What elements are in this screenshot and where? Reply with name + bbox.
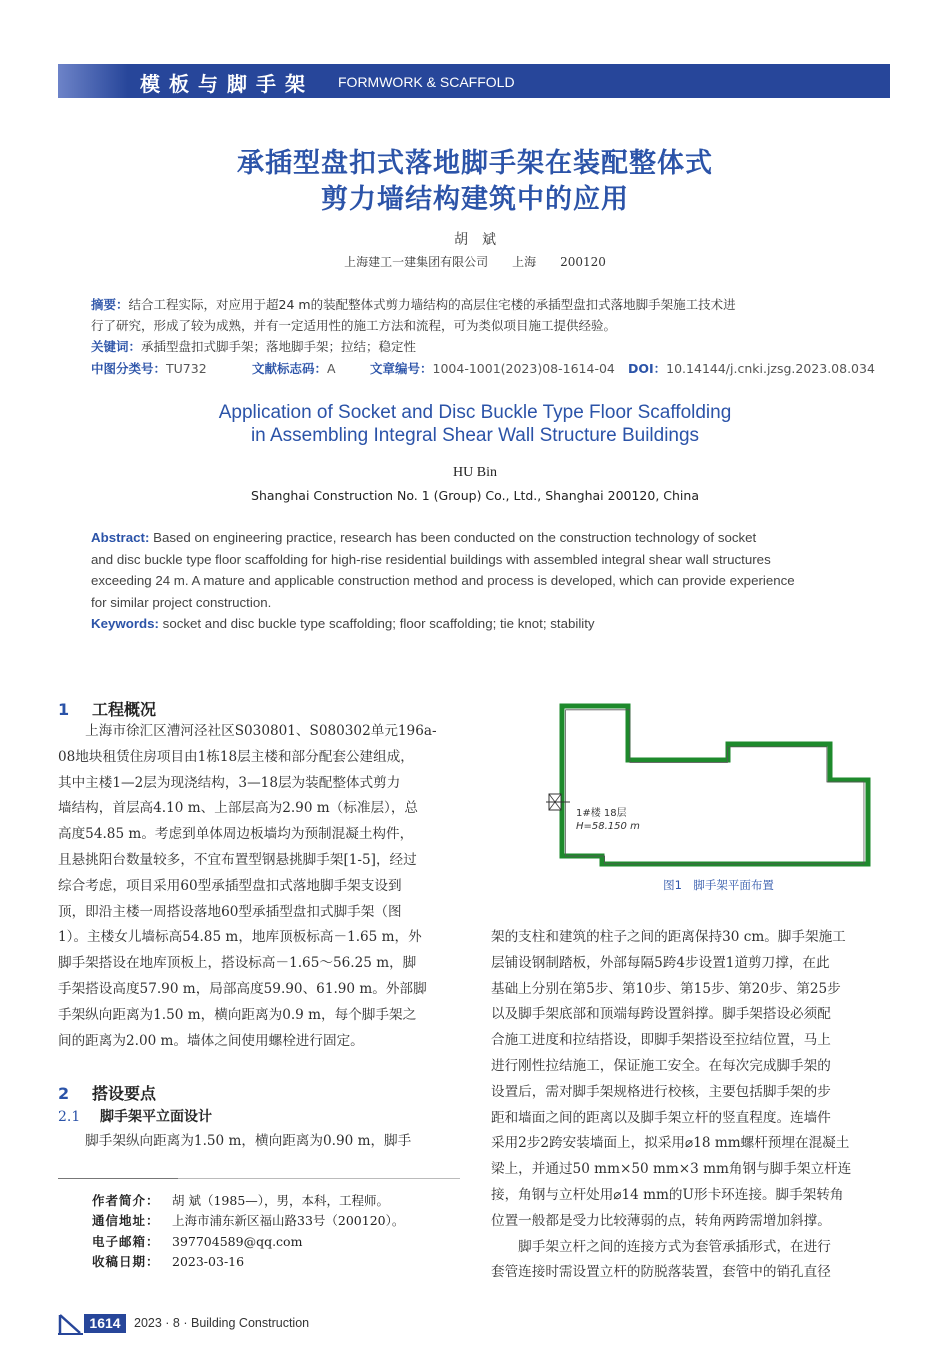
abstract-en-label: Abstract:: [91, 530, 150, 545]
body-line: 墙结构，首层高4.10 m、上部层高为2.90 m（标准层），总: [58, 800, 419, 817]
body-line: 以及脚手架底部和顶端每跨设置斜撑。脚手架搭设必须配: [491, 1006, 831, 1023]
body-line: 架的支柱和建筑的柱子之间的距离保持30 cm。脚手架施工: [491, 929, 846, 945]
body-line: 进行刚性拉结施工，保证施工安全。在每次完成脚手架的: [491, 1057, 831, 1074]
footnote-label: 作者简介：: [92, 1193, 160, 1208]
body-line: 手架搭设高度57.90 m，局部高度59.90、61.90 m。外部脚: [58, 980, 427, 997]
scaffold-outline: [562, 706, 868, 864]
section-title: 工程概况: [92, 700, 157, 719]
body-line: 设置后，需对脚手架规格进行校核，主要包括脚手架的步: [491, 1083, 831, 1100]
footnote-value: 397704589@qq.com: [172, 1233, 303, 1249]
right-column-body: [491, 925, 893, 1286]
body-line: 合施工进度和拉结搭设，即脚手架搭设至拉结位置，马上: [491, 1032, 831, 1049]
abstract-cn: [91, 294, 881, 357]
figure-1-caption: 图1 脚手架平面布置: [663, 878, 774, 892]
footnote-value: 2023-03-16: [172, 1253, 245, 1269]
abstract-en-line: exceeding 24 m. A mature and applicable construction method and process is developed, which can provide experience: [91, 573, 795, 589]
abstract-cn-label: 摘要：: [91, 297, 129, 312]
section-2-heading: [58, 1081, 156, 1104]
footnote-label: 通信地址：: [92, 1213, 160, 1229]
clc-label: 中图分类号：: [91, 361, 167, 376]
body-line: 层铺设钢制踏板，外部每隔5跨4步设置1道剪刀撑，在此: [491, 954, 830, 971]
body-line: 脚手架搭设在地库顶板上，搭设标高－1.65～56.25 m，脚: [58, 955, 417, 972]
footnote-value: 胡 斌（1985—），男，本科，工程师。: [172, 1193, 390, 1208]
abstract-cn-line: 行了研究，形成了较为成熟，并有一定适用性的施工方法和流程，可为类似项目施工提供经验。: [91, 318, 617, 333]
paper-title-en-line1: Application of Socket and Disc Buckle Type Floor Scaffolding: [218, 402, 732, 423]
keywords-en-text: socket and disc buckle type scaffolding; floor scaffolding; tie knot; stability: [158, 616, 595, 632]
abstract-en: [91, 527, 861, 635]
body-line: 采用2步2跨安装墙面上，拟采用⌀18 mm螺杆预埋在混凝土: [491, 1135, 850, 1152]
doi-label: DOI：: [628, 361, 667, 376]
footnote-rule-light: [178, 1178, 460, 1179]
header-accent: [58, 64, 128, 98]
section-1-heading: [58, 697, 156, 720]
clc-value: TU732: [166, 361, 207, 376]
affiliation-cn: 上海建工一建集团有限公司 上海 200120: [344, 255, 606, 269]
abstract-en-line: Based on engineering practice, research has been conducted on the construction technology of socket: [149, 530, 757, 545]
subsection-2-1-body: [58, 1129, 460, 1155]
page-number: 1614: [84, 1314, 126, 1333]
doc-code: [252, 359, 336, 377]
subsection-2-1-heading: [58, 1106, 212, 1126]
paper-title-cn-line1: 承插型盘扣式落地脚手架在装配整体式: [237, 148, 713, 179]
figure-label-building: 1#楼 18层: [576, 808, 627, 819]
keywords-en-label: Keywords:: [91, 616, 159, 632]
body-line: 08地块租赁住房项目由1栋18层主楼和部分配套公建组成，: [58, 748, 414, 765]
body-line: 梁上，并通过50 mm×50 mm×3 mm角钢与脚手架立杆连: [491, 1161, 852, 1178]
abstract-en-line: and disc buckle type floor scaffolding for high-rise residential buildings with assembled integral shear wall structures: [91, 551, 771, 567]
body-line: 其中主楼1—2层为现浇结构，3—18层为装配整体式剪力: [58, 774, 401, 791]
body-line: 手架纵向距离为1.50 m，横向距离为0.9 m，每个脚手架之: [58, 1006, 417, 1023]
author-en: HU Bin: [453, 465, 497, 480]
body-line: 脚手架立杆之间的连接方式为套管承插形式，在进行: [491, 1238, 831, 1255]
page-corner-rule: [58, 1333, 83, 1335]
body-line: 脚手架纵向距离为1.50 m，横向距离为0.90 m，脚手: [58, 1133, 412, 1149]
footnote-rule: [58, 1178, 178, 1179]
section-number: 2: [58, 1084, 70, 1103]
section-number: 1: [58, 700, 70, 719]
abstract-cn-line: 结合工程实际，对应用于超24 m的装配整体式剪力墙结构的高层住宅楼的承插型盘扣式落地脚手架施工技术进: [128, 297, 736, 312]
body-line: 上海市徐汇区漕河泾社区S030801、S080302单元196a-: [58, 723, 437, 739]
section-title-cn: 模板与脚手架: [140, 72, 314, 96]
doc-label: 文献标志码：: [252, 361, 328, 376]
footnote-label: 收稿日期：: [92, 1253, 160, 1269]
art-value: 1004-1001(2023)08-1614-04: [432, 361, 615, 376]
footnote-value: 上海市浦东新区福山路33号（200120）。: [172, 1213, 405, 1229]
body-line: 1）。主楼女儿墙标高54.85 m，地库顶板标高－1.65 m，外: [58, 929, 422, 946]
author-cn: 胡 斌: [454, 232, 496, 248]
author-footnote: [92, 1191, 462, 1272]
body-line: 套管连接时需设置立杆的防脱落装置，套管中的销孔直径: [491, 1264, 831, 1281]
paper-title-cn-line2: 剪力墙结构建筑中的应用: [321, 184, 629, 215]
body-line: 距和墙面之间的距离以及脚手架立杆的竖直程度。连墙件: [491, 1109, 831, 1126]
doc-value: A: [327, 361, 336, 376]
article-number: [370, 359, 615, 377]
tower-crane-icon: [546, 794, 570, 810]
body-line: 间的距离为2.00 m。墙体之间使用螺栓进行固定。: [58, 1032, 364, 1049]
section-1-body: [58, 719, 460, 1054]
body-line: 位置一般都是受力比较薄弱的点，转角两跨需增加斜撑。: [491, 1212, 831, 1229]
section-title: 搭设要点: [92, 1084, 157, 1103]
doi: [628, 359, 875, 377]
body-line: 综合考虑，项目采用60型承插型盘扣式落地脚手架支设到: [58, 877, 402, 894]
keywords-cn-text: 承插型盘扣式脚手架；落地脚手架；拉结；稳定性: [141, 339, 417, 354]
body-line: 接，角钢与立杆处用⌀14 mm的U形卡环连接。脚手架转角: [491, 1186, 844, 1203]
doi-value: 10.14144/j.cnki.jzsg.2023.08.034: [666, 361, 875, 376]
figure-label-height: H=58.150 m: [576, 821, 640, 832]
body-line: 且悬挑阳台数量较多，不宜布置型钢悬挑脚手架[1-5]，经过: [58, 851, 417, 868]
section-title-en: FORMWORK & SCAFFOLD: [338, 74, 515, 90]
body-line: 基础上分别在第5步、第10步、第15步、第20步、第25步: [491, 980, 841, 997]
footnote-label: 电子邮箱：: [92, 1233, 160, 1249]
building-outline: [566, 710, 864, 864]
keywords-cn-label: 关键词：: [91, 339, 142, 354]
abstract-en-line: for similar project construction.: [91, 594, 272, 610]
classification-line: [91, 359, 207, 377]
figure-1-floor-plan: [546, 698, 891, 868]
body-line: 顶，即沿主楼一周搭设落地60型承插型盘扣式脚手架（图: [58, 903, 402, 920]
journal-issue: 2023 · 8 · Building Construction: [134, 1316, 310, 1330]
paper-title-en-line2: in Assembling Integral Shear Wall Structure Buildings: [250, 425, 700, 446]
subsection-title: 脚手架平立面设计: [100, 1109, 212, 1125]
art-label: 文章编号：: [370, 361, 433, 376]
subsection-number: 2.1: [58, 1109, 81, 1125]
body-line: 高度54.85 m。考虑到单体周边板墙均为预制混凝土构件，: [58, 826, 414, 843]
affiliation-en: Shanghai Construction No. 1 (Group) Co., Ltd., Shanghai 200120, China: [251, 488, 699, 503]
